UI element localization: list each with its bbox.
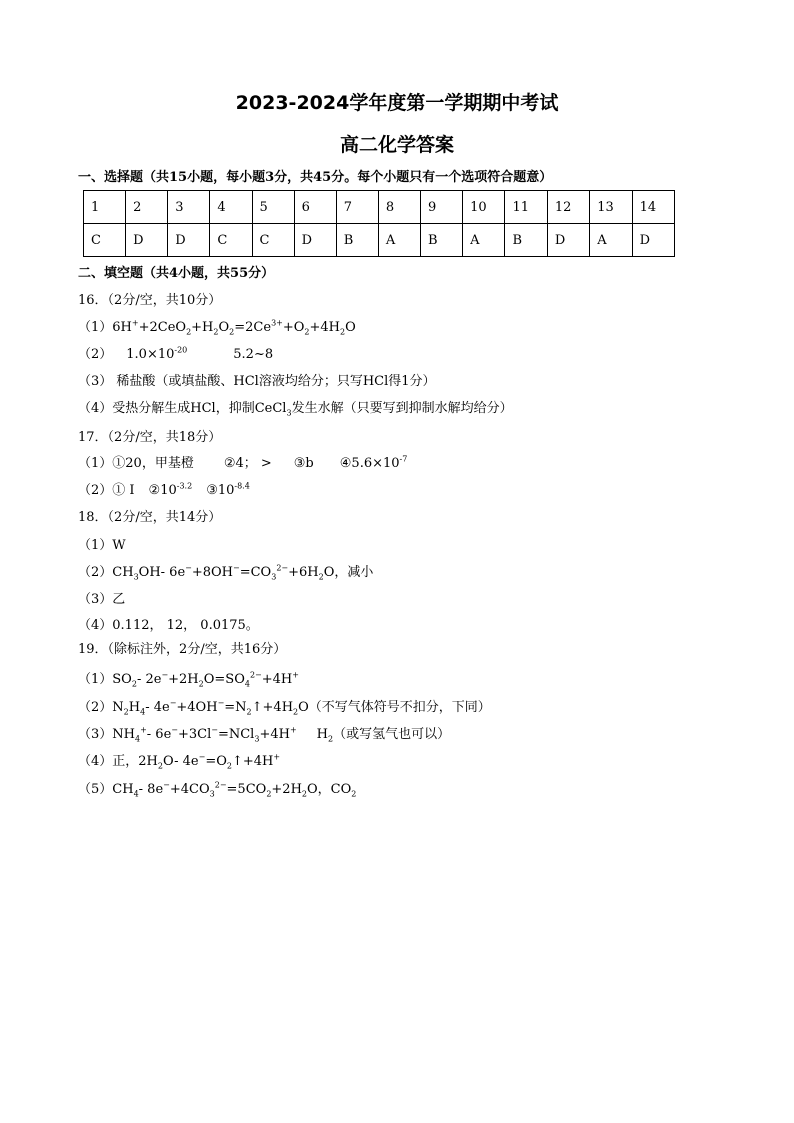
q17-header: 17．（2分/空，共18分）: [78, 430, 222, 445]
answer-cell: A: [590, 224, 632, 257]
q16-answer-1: $(1)6H^++2CeO_2+H_2O_2=2Ce^{3+}+O_2+4H_2O$: [78, 318, 356, 337]
answer-table: [83, 190, 675, 257]
exam-title: 2023-2024学年度第一学期期中考试: [235, 92, 559, 114]
answer-cell: A: [463, 224, 505, 257]
question-number-cell: 3: [168, 191, 210, 224]
answer-cell: D: [126, 224, 168, 257]
answer-cell: D: [632, 224, 674, 257]
answer-cell: C: [252, 224, 294, 257]
section-fill-in-heading: 二、填空题（共4小题，共55分）: [78, 266, 275, 281]
answer-row: [84, 224, 675, 257]
q18-answer-1: （1）W: [78, 538, 126, 553]
q19-answer-3: $(3)NH_4^+-$ 6e−+3Cl−=NCl$_3$+4H+ $H_2$（或写氢气也可以）: [78, 725, 451, 744]
question-number-cell: 9: [421, 191, 463, 224]
answer-cell: A: [378, 224, 420, 257]
answer-cell: C: [84, 224, 126, 257]
question-number-cell: 10: [463, 191, 505, 224]
answer-key-title: 高二化学答案: [339, 134, 454, 156]
question-number-cell: 14: [632, 191, 674, 224]
question-number-cell: 8: [378, 191, 420, 224]
q19-answer-4: （4）正，$2H_2O-$ $4e^-=O_2↑+4H^+$: [78, 752, 281, 771]
answer-cell: B: [421, 224, 463, 257]
answer-cell: B: [336, 224, 378, 257]
question-number-row: [84, 191, 675, 224]
answer-cell: D: [168, 224, 210, 257]
question-number-cell: 7: [336, 191, 378, 224]
q16-answer-3: （3） 稀盐酸（或填盐酸、HCl溶液均给分；只写HCl得1分）: [78, 374, 436, 389]
question-number-cell: 5: [252, 191, 294, 224]
question-number-cell: 13: [590, 191, 632, 224]
section-multiple-choice-heading: 一、选择题（共15小题，每小题3分，共45分。每个小题只有一个选项符合题意）: [78, 170, 553, 185]
q18-answer-4: （4）0.112， 12， 0.0175。: [78, 618, 259, 633]
q18-answer-2: $(2)CH_3OH-$ $6e^-+8OH^-=CO_3^{2-}+6H_2O$，减小: [78, 563, 374, 582]
q18-header: 18．（2分/空，共14分）: [78, 510, 222, 525]
q18-answer-3: （3）乙: [78, 592, 126, 607]
q19-header: 19．（除标注外，2分/空，共16分）: [78, 642, 287, 657]
q16-answer-2: （2） $1.0\times 10^{-20}$ 5.2~8: [78, 345, 274, 362]
question-number-cell: 12: [547, 191, 589, 224]
answer-cell: D: [294, 224, 336, 257]
q19-answer-5: $(5)CH_4-$ $8e^-+4CO_3^{2-}=5CO_2+2H_2O$，$CO_2$: [78, 780, 357, 799]
answer-cell: B: [505, 224, 547, 257]
q19-answer-1: $(1)SO_2-$ $2e^-+2H_2O=SO_4^{2-}+4H^+$: [78, 670, 299, 689]
q17-answer-1: （1）①20，甲基橙 ②4； > ③b $④5.6\times 10^{-7}$: [78, 454, 408, 471]
answer-cell: C: [210, 224, 252, 257]
question-number-cell: 4: [210, 191, 252, 224]
q17-answer-2: （2）① I $②10^{-3.2}$ $③10^{-8.4}$: [78, 481, 250, 498]
question-number-cell: 2: [126, 191, 168, 224]
question-number-cell: 1: [84, 191, 126, 224]
q16-answer-4: （4）受热分解生成HCl，抑制CeCl$_3$发生水解（只要写到抑制水解均给分）: [78, 401, 513, 418]
answer-cell: D: [547, 224, 589, 257]
q16-header: 16．（2分/空，共10分）: [78, 293, 222, 308]
question-number-cell: 6: [294, 191, 336, 224]
question-number-cell: 11: [505, 191, 547, 224]
q19-answer-2: $(2)N_2H_4-$ $4e^-+4OH^-=N_2↑+4H_2O$（不写气体符号不扣分，下同）: [78, 698, 491, 717]
